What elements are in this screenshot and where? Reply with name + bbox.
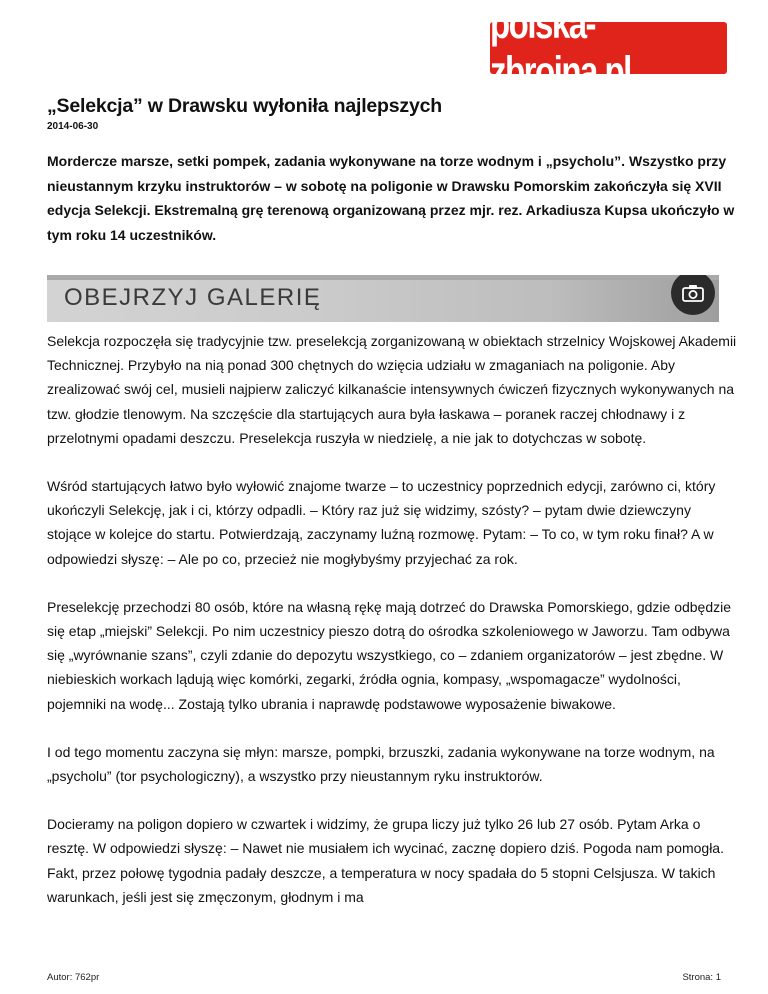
article-paragraph: Preselekcję przechodzi 80 osób, które na własną rękę mają dotrzeć do Drawska Pomorskiego, gdzie odbędzie się etap „miejski” Selekcji. Po nim uczestnicy pieszo dotrą do ośrodka szkoleniowego w Jaworzu. Tam odbywa się „wyrównanie szans”, czyli zdanie do depozytu wszystkiego, co – zdaniem organizatorów – jest zbędne. W niebieskich workach lądują więc komórki, zegarki, źródła ognia, kompasy, „wspomagacze” wydolności, pojemniki na wodę... Zostają tylko ubrania i naprawdę podstawowe wyposażenie biwakowe. [47,598,732,712]
article-date: 2014-06-30 [47,121,99,132]
article-body [47,329,737,933]
article-lead: Mordercze marsze, setki pompek, zadania wykonywane na torze wodnym i „psycholu”. Wszystko przy nieustannym krzyku instruktorów – w sobotę na poligonie w Drawsku Pomorskim zakończyła się XVII edycja Selekcji. Ekstremalną grę terenową organizowaną przez mjr. rez. Arkadiusza Kupsa ukończyło w tym roku 14 uczestników. [47,153,735,243]
article-paragraph: I od tego momentu zaczyna się młyn: marsze, pompki, brzuszki, zadania wykonywane na torze wodnym, na „psycholu” (tor psychologiczny), a wszystko przy nieustannym ryku instruktorów. [47,743,715,785]
gallery-banner[interactable] [47,275,719,322]
site-logo [490,0,727,95]
camera-icon-glyph [682,284,704,302]
footer-author: Autor: 762pr [47,972,100,983]
article-title: „Selekcja” w Drawsku wyłoniła najlepszych [47,95,442,117]
camera-icon[interactable] [671,275,715,315]
article-paragraph: Selekcja rozpoczęła się tradycyjnie tzw. preselekcją zorganizowaną w obiektach strzelnicy Wojskowej Akademii Technicznej. Przybyło na nią ponad 300 chętnych do wzięcia udziału w zmaganiach na poligonie. Aby zrealizować swój cel, musieli najpierw zaliczyć kilkanaście intensywnych ćwiczeń fizycznych wykonywanych na tzw. głodzie tlenowym. Na szczęście dla startujących aura była łaskawa – poranek raczej chłodnawy i z przelotnymi opadami deszczu. Preselekcja ruszyła w niedzielę, a nie jak to dotychczas w sobotę. [47,333,737,446]
article-paragraph: Wśród startujących łatwo było wyłowić znajome twarze – to uczestnicy poprzednich edycji, zarówno ci, który ukończyli Selekcję, jak i ci, którzy odpadli. – Który raz już się widzimy, szósty? – pytam dwie dziewczyny stojące w kolejce do startu. Potwierdzają, zaczynamy luźną rozmowę. Pytam: – To co, w tym roku finał? A w odpowiedzi słyszę: – Ale po co, przecież nie mogłybyśmy przyjechać za rok. [47,478,716,567]
article-paragraph: Docieramy na poligon dopiero w czwartek i widzimy, że grupa liczy już tylko 26 lub 27 osób. Pytam Arka o resztę. W odpowiedzi słyszę: – Nawet nie musiałem ich wycinać, zacznę dopiero dziś. Pogoda nam pomogła. Fakt, przez połowę tygodnia padały deszcze, a temperatura w nocy spadała do 5 stopni Celsjusza. W takich warunkach, jeśli jest się zmęczonym, głodnym i ma [47,816,724,905]
site-logo-text: polska-zbrojna.pl [490,0,631,95]
gallery-banner-label: OBEJRZYJ GALERIĘ [64,284,322,311]
gallery-banner-stripe [47,275,719,280]
footer-page-number: Strona: 1 [682,972,721,983]
